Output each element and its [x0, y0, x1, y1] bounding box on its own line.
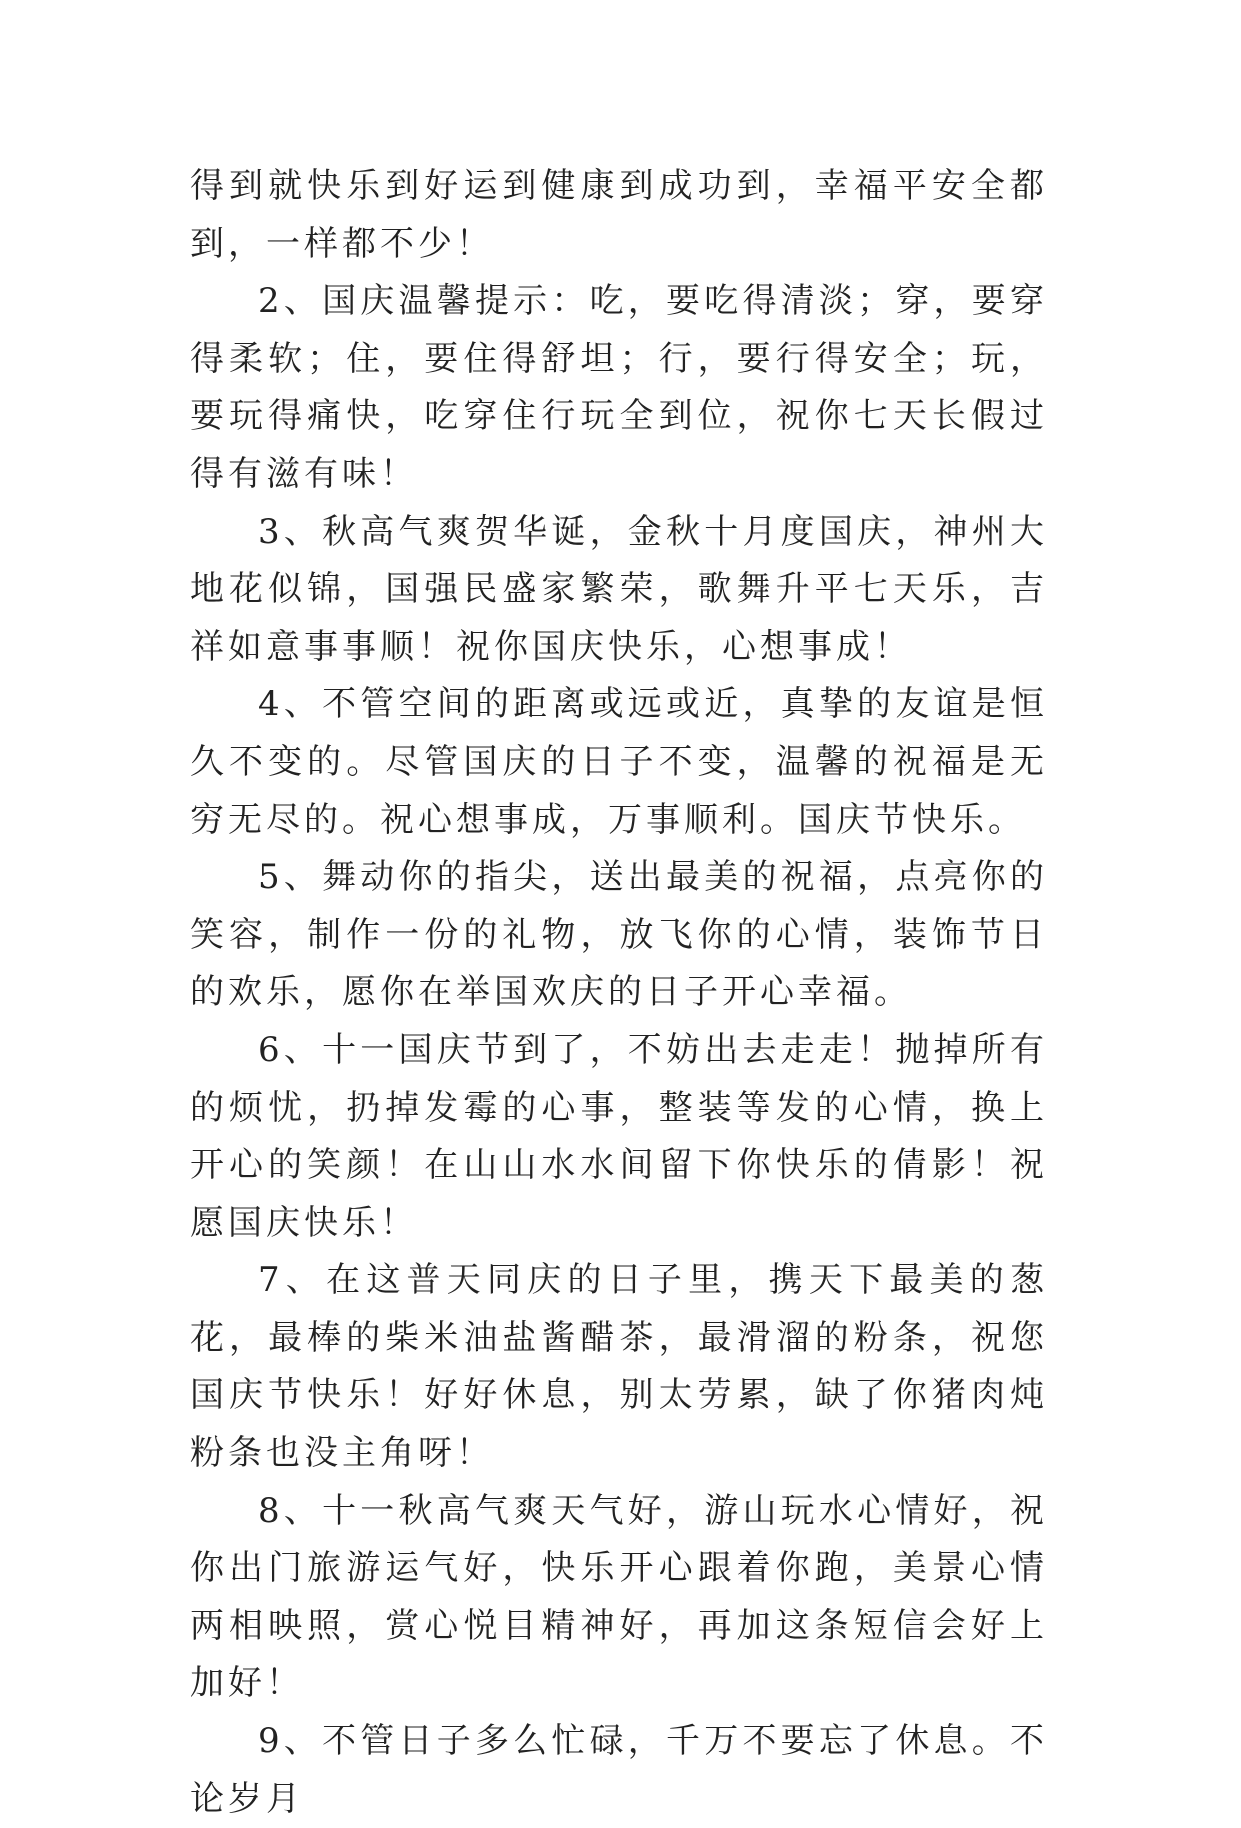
paragraph-2: 2、国庆温馨提示：吃，要吃得清淡；穿，要穿得柔软；住，要住得舒坦；行，要行得安全；玩，要玩得痛快，吃穿住行玩全到位，祝你七天长假过得有滋有味！ [190, 281, 1048, 494]
paragraph-4: 4、不管空间的距离或远或近，真挚的友谊是恒久不变的。尽管国庆的日子不变，温馨的祝福是无穷无尽的。祝心想事成，万事顺利。国庆节快乐。 [190, 684, 1048, 840]
paragraph-6: 6、十一国庆节到了，不妨出去走走！抛掉所有的烦忧，扔掉发霉的心事，整装等发的心情，换上开心的笑颜！在山山水水间留下你快乐的倩影！祝愿国庆快乐！ [190, 1029, 1048, 1243]
paragraph-8: 8、十一秋高气爽天气好，游山玩水心情好，祝你出门旅游运气好，快乐开心跟着你跑，美景心情两相映照，赏心悦目精神好，再加这条短信会好上加好！ [190, 1490, 1048, 1704]
paragraph-3: 3、秋高气爽贺华诞，金秋十月度国庆，神州大地花似锦，国强民盛家繁荣，歌舞升平七天乐，吉祥如意事事顺！祝你国庆快乐，心想事成！ [190, 511, 1048, 667]
paragraph-9: 9、不管日子多么忙碌，千万不要忘了休息。不论岁月 [190, 1721, 1048, 1819]
paragraph-7: 7、在这普天同庆的日子里，携天下最美的葱花，最棒的柴米油盐酱醋茶，最滑溜的粉条，祝您国庆节快乐！好好休息，别太劳累，缺了你猪肉炖粉条也没主角呀！ [190, 1260, 1048, 1474]
document-body [190, 158, 1048, 1828]
paragraph-1: 得到就快乐到好运到健康到成功到，幸福平安全都到，一样都不少！ [190, 166, 1048, 264]
paragraph-5: 5、舞动你的指尖，送出最美的祝福，点亮你的笑容，制作一份的礼物，放飞你的心情，装饰节日的欢乐，愿你在举国欢庆的日子开心幸福。 [190, 857, 1048, 1013]
